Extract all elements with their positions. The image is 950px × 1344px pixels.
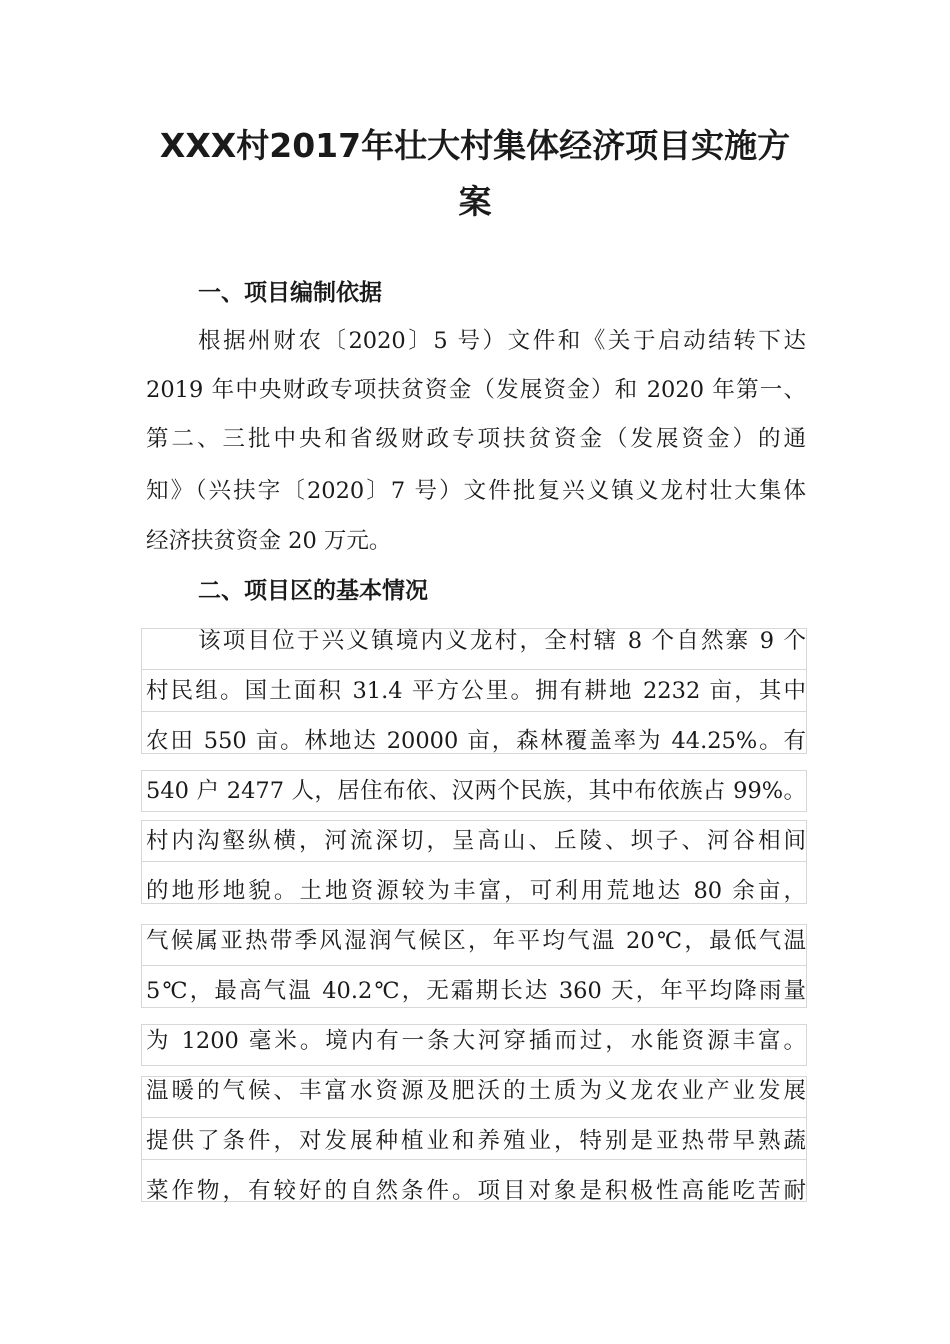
paragraph-line: 村内沟壑纵横，河流深切，呈高山、丘陵、坝子、河谷相间 [146, 828, 806, 854]
title-line-1: XXX村2017年壮大村集体经济项目实施方 [159, 126, 791, 165]
paragraph-line: 2019 年中央财政专项扶贫资金（发展资金）和 2020 年第一、 [146, 377, 806, 403]
paragraph-line: 气候属亚热带季风湿润气候区，年平均气温 20℃，最低气温 [146, 928, 806, 954]
paragraph-line: 村民组。国土面积 31.4 平方公里。拥有耕地 2232 亩，其中 [146, 678, 806, 704]
paragraph-line: 该项目位于兴义镇境内义龙村，全村辖 8 个自然寨 9 个 [198, 628, 806, 654]
paragraph-line: 温暖的气候、丰富水资源及肥沃的土质为义龙农业产业发展 [146, 1078, 806, 1104]
paragraph-line: 的地形地貌。土地资源较为丰富，可利用荒地达 80 余亩， [146, 878, 806, 904]
paragraph-line: 为 1200 毫米。境内有一条大河穿插而过，水能资源丰富。 [146, 1028, 806, 1054]
paragraph-line: 知》（兴扶字〔2020〕7 号）文件批复兴义镇义龙村壮大集体 [146, 478, 806, 504]
section-1-heading: 一、项目编制依据 [198, 280, 382, 306]
paragraph-line: 5℃，最高气温 40.2℃，无霜期长达 360 天，年平均降雨量 [146, 978, 806, 1004]
paragraph-line: 经济扶贫资金 20 万元。 [146, 528, 392, 554]
paragraph-line: 540 户 2477 人，居住布依、汉两个民族，其中布依族占 99%。 [146, 778, 806, 804]
document-title [140, 118, 810, 230]
section-2-heading: 二、项目区的基本情况 [198, 578, 428, 604]
paragraph-line: 提供了条件，对发展种植业和养殖业，特别是亚热带早熟蔬 [146, 1128, 806, 1154]
paragraph-line: 第二、三批中央和省级财政专项扶贫资金（发展资金）的通 [146, 426, 806, 452]
paragraph-line: 农田 550 亩。林地达 20000 亩，森林覆盖率为 44.25%。有 [146, 728, 806, 754]
title-line-2: 案 [458, 182, 492, 221]
paragraph-line: 根据州财农〔2020〕5 号）文件和《关于启动结转下达 [198, 328, 806, 354]
paragraph-line: 菜作物，有较好的自然条件。项目对象是积极性高能吃苦耐 [146, 1178, 806, 1204]
